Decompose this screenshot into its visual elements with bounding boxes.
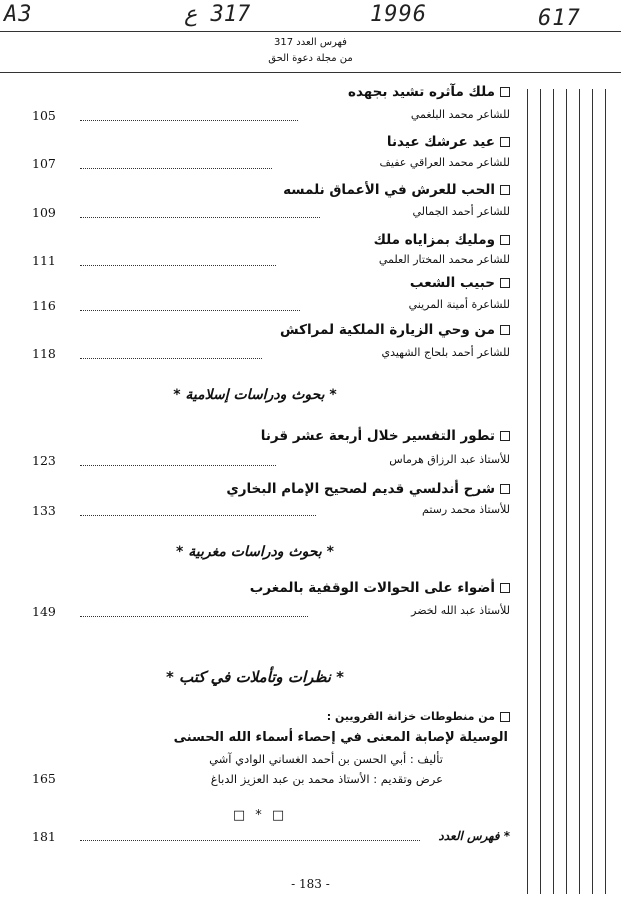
- entry-title-text: حبيب الشعب: [409, 275, 495, 291]
- section-heading: * بحوث ودراسات إسلامية *: [173, 387, 337, 403]
- entry-title: [374, 232, 510, 248]
- checkbox-icon: [500, 431, 510, 441]
- book-title: الوسيلة لإصابة المعنى في إحصاء أسماء الله الحسنى: [173, 730, 508, 745]
- vertical-rule: [566, 89, 567, 894]
- header-issue-line: فهرس العدد 317: [274, 37, 347, 48]
- entry-title-text: عيد عرشك عيدنا: [386, 134, 495, 150]
- leader-dots: [80, 168, 272, 169]
- checkbox-icon: [500, 484, 510, 494]
- checkbox-icon: [500, 235, 510, 245]
- leader-dots: [80, 120, 298, 121]
- entry-title: [280, 322, 510, 338]
- entry-title: [410, 275, 510, 291]
- handwritten-year: 1996: [370, 2, 427, 27]
- entry-author: للشاعر أحمد بلحاج الشهيدي: [381, 346, 510, 359]
- checkbox-icon: [500, 137, 510, 147]
- book-author: تأليف : أبي الحسن بن أحمد الغساني الوادي آشي: [209, 752, 443, 766]
- vertical-rule: [579, 89, 580, 894]
- leader-dots: [80, 217, 320, 218]
- checkbox-icon: [500, 583, 510, 593]
- entry-author: للشاعر محمد العراقي عفيف: [379, 156, 510, 169]
- checkbox-icon: [500, 185, 510, 195]
- entry-author: للشاعر محمد المختار العلمي: [378, 253, 510, 266]
- entry-title-text: ملك مآثره تشيد بجهده: [348, 84, 495, 100]
- handwritten-right-code: 617: [538, 6, 581, 31]
- entry-title-text: شرح أندلسي قديم لصحيح الإمام البخاري: [226, 481, 495, 497]
- index-entry-title: * فهرس العدد: [438, 829, 510, 843]
- entry-title: [348, 84, 510, 100]
- checkbox-icon: [500, 325, 510, 335]
- leader-dots: [80, 840, 420, 841]
- entry-author: للشاعر أحمد الجمالي: [412, 205, 510, 218]
- entry-page-number: 107: [32, 156, 56, 171]
- entry-author: للشاعر محمد البلغمي: [410, 108, 510, 121]
- entry-title-text: تطور التفسير خلال أربعة عشر قرنا: [260, 428, 495, 444]
- leader-dots: [80, 310, 300, 311]
- checkbox-icon: [500, 712, 510, 722]
- page-number: - 183 -: [291, 877, 330, 891]
- entry-title-text: من وحي الزيارة الملكية لمراكش: [280, 322, 495, 338]
- entry-author: للأستاذ عبد الرزاق هرماس: [389, 453, 510, 466]
- book-entry-lead: [327, 710, 510, 723]
- handwritten-left-code: A3: [4, 2, 33, 27]
- vertical-rule: [553, 89, 554, 894]
- entry-title-text: ومليك بمزاياه ملك: [373, 232, 495, 248]
- entry-title: [261, 428, 510, 444]
- entry-author: للأستاذ محمد رستم: [422, 503, 510, 516]
- book-page-number: 165: [32, 771, 56, 786]
- entry-page-number: 105: [32, 108, 56, 123]
- book-entry-lead-text: من منطوطات خزانة القرويين :: [326, 710, 495, 723]
- book-presenter: عرض وتقديم : الأستاذ محمد بن عبد العزيز الدباغ: [210, 772, 443, 786]
- entry-title: [283, 182, 510, 198]
- index-page-number: 181: [32, 829, 56, 844]
- handwritten-issue-note: 317 ع: [184, 2, 251, 27]
- vertical-rule: [605, 89, 606, 894]
- entry-title: [387, 134, 510, 150]
- leader-dots: [80, 465, 276, 466]
- checkbox-icon: [500, 278, 510, 288]
- entry-title: [226, 481, 510, 497]
- leader-dots: [80, 265, 276, 266]
- checkbox-icon: [500, 87, 510, 97]
- section-heading: * بحوث ودراسات مغربية *: [176, 544, 334, 560]
- leader-dots: [80, 616, 308, 617]
- entry-page-number: 109: [32, 205, 56, 220]
- entry-page-number: 123: [32, 453, 56, 468]
- entry-page-number: 116: [32, 298, 56, 313]
- entry-page-number: 118: [32, 346, 56, 361]
- entry-page-number: 111: [32, 253, 56, 268]
- entry-author: للأستاذ عبد الله لخضر: [411, 604, 510, 617]
- vertical-rule: [592, 89, 593, 894]
- entry-title: [250, 580, 510, 596]
- entry-title-text: أضواء على الحوالات الوقفية بالمغرب: [249, 580, 495, 596]
- header-magazine-line: من مجلة دعوة الحق: [268, 53, 353, 64]
- leader-dots: [80, 515, 316, 516]
- entry-page-number: 149: [32, 604, 56, 619]
- vertical-rule: [540, 89, 541, 894]
- entry-page-number: 133: [32, 503, 56, 518]
- vertical-rule: [527, 89, 528, 894]
- leader-dots: [80, 358, 262, 359]
- entry-title-text: الحب للعرش في الأعماق نلمسه: [283, 182, 495, 198]
- separator-ornament: □ * □: [232, 808, 288, 823]
- entry-author: للشاعرة أمينة المريني: [408, 298, 510, 311]
- section-heading: * نظرات وتأملات في كتب *: [165, 668, 344, 686]
